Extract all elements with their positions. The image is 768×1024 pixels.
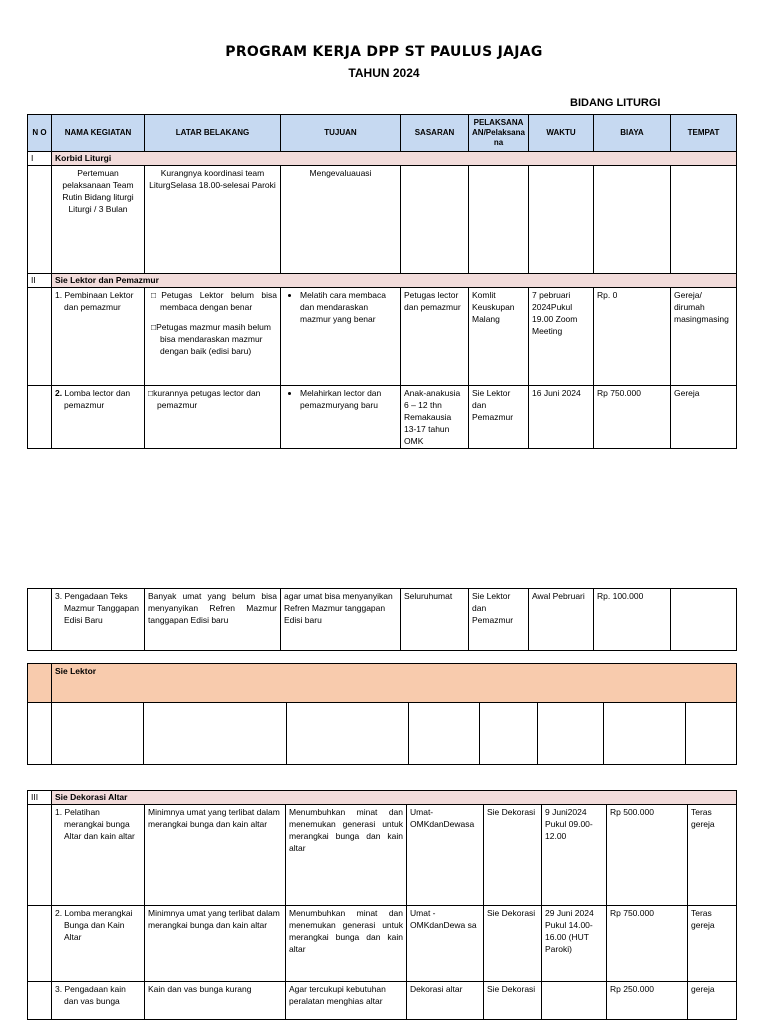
table-row: [28, 589, 737, 651]
section-row-dekorasi: [28, 791, 737, 805]
cell-tempat: Teras gereja: [688, 906, 737, 982]
program-table-continued: [27, 588, 737, 651]
cell-biaya: Rp 750.000: [594, 386, 671, 449]
cell-tempat: Gereja/ dirumah masingmasing: [671, 288, 737, 386]
program-table-sie-lektor: [27, 663, 737, 765]
section-number: III: [28, 791, 52, 805]
cell-latar-belakang: Kurangnya koordinasi team LiturgSelasa 18.00-selesai Paroki: [145, 166, 281, 274]
cell-pelaksana: Komlit Keuskupan Malang: [469, 288, 529, 386]
program-table-main: [27, 114, 737, 449]
latar-point-2: □Petugas mazmur masih belum bisa mendaraskan mazmur dengan baik (edisi baru): [151, 322, 271, 356]
cell-latar-belakang: [145, 288, 281, 386]
latar-point-1: □Petugas Lektor belum bisa membaca dengan benar: [151, 290, 277, 312]
table-row: [28, 288, 737, 386]
section-row-sie-lektor: [28, 664, 737, 703]
cell-sasaran: Umat-OMKdanDewasa: [407, 805, 484, 906]
cell-nama-kegiatan: 1. Pelatihan merangkai bunga Altar dan kain altar: [52, 805, 145, 906]
cell-biaya: Rp 250.000: [607, 982, 688, 1020]
cell-nama-kegiatan: 2. Lomba merangkai Bunga dan Kain Altar: [52, 906, 145, 982]
cell-nama-kegiatan: 3. Pengadaan kain dan vas bunga: [52, 982, 145, 1020]
cell-pelaksana: Sie Dekorasi: [484, 982, 542, 1020]
section-title: Sie Lektor dan Pemazmur: [52, 274, 737, 288]
cell-tempat: gereja: [688, 982, 737, 1020]
table-row: [28, 805, 737, 906]
cell-tujuan: Agar tercukupi kebutuhan peralatan menghias altar: [286, 982, 407, 1020]
program-table-dekorasi: [27, 790, 737, 1020]
cell-waktu: 29 Juni 2024 Pukul 14.00-16.00 (HUT Paroki): [542, 906, 607, 982]
col-header-pelaksana: PELAKSANA AN/Pelaksana na: [469, 115, 529, 152]
section-row-lektor-pemazmur: [28, 274, 737, 288]
section-title: Sie Lektor: [52, 664, 737, 703]
cell-sasaran: Anak-anakusia 6 – 12 thn Remakausia 13-17 tahun OMK: [401, 386, 469, 449]
col-header-latar-belakang: LATAR BELAKANG: [145, 115, 281, 152]
section-number: II: [28, 274, 52, 288]
col-header-tempat: TEMPAT: [671, 115, 737, 152]
cell-waktu: 16 Juni 2024: [529, 386, 594, 449]
section-title: Sie Dekorasi Altar: [52, 791, 737, 805]
bidang-label: BIDANG LITURGI: [570, 97, 661, 109]
cell-tujuan: agar umat bisa menyanyikan Refren Mazmur tanggapan Edisi baru: [281, 589, 401, 651]
cell-latar-belakang: Kain dan vas bunga kurang: [145, 982, 286, 1020]
col-header-waktu: WAKTU: [529, 115, 594, 152]
cell-nama-kegiatan: Pertemuan pelaksanaan Team Rutin Bidang liturgi Liturgi / 3 Bulan: [52, 166, 145, 274]
cell-tujuan: Mengevaluauasi: [281, 166, 401, 274]
cell-biaya: Rp 500.000: [607, 805, 688, 906]
section-title: Korbid Liturgi: [52, 152, 737, 166]
col-header-sasaran: SASARAN: [401, 115, 469, 152]
table-row: [28, 906, 737, 982]
cell-biaya: Rp. 0: [594, 288, 671, 386]
table-row: [28, 386, 737, 449]
table-row: [28, 166, 737, 274]
cell-tempat: Gereja: [671, 386, 737, 449]
cell-pelaksana: Sie Lektor dan Pemazmur: [469, 589, 529, 651]
page-title: PROGRAM KERJA DPP ST PAULUS JAJAG: [225, 44, 543, 60]
table-row: [28, 703, 737, 765]
cell-pelaksana: Sie Dekorasi: [484, 805, 542, 906]
cell-sasaran: Petugas lector dan pemazmur: [401, 288, 469, 386]
cell-biaya: Rp. 100.000: [594, 589, 671, 651]
cell-nama-kegiatan: 2. Lomba lector dan pemazmur: [52, 386, 145, 449]
section-number: I: [28, 152, 52, 166]
cell-tujuan: • Melatih cara membaca dan mendaraskan mazmur yang benar: [281, 288, 401, 386]
cell-nama-kegiatan: 1. Pembinaan Lektor dan pemazmur: [52, 288, 145, 386]
cell-latar-belakang: □kurannya petugas lector dan pemazmur: [145, 386, 281, 449]
cell-tujuan: Menumbuhkan minat dan menemukan generasi untuk merangkai bunga dan kain altar: [286, 805, 407, 906]
cell-nama-kegiatan: 3. Pengadaan Teks Mazmur Tanggapan Edisi Baru: [52, 589, 145, 651]
section-row-korbid: [28, 152, 737, 166]
cell-latar-belakang: Minimnya umat yang terlibat dalam merangkai bunga dan kain altar: [145, 906, 286, 982]
cell-biaya: Rp 750.000: [607, 906, 688, 982]
col-header-no: N O: [28, 115, 52, 152]
cell-pelaksana: Sie Dekorasi: [484, 906, 542, 982]
cell-latar-belakang: Minimnya umat yang terlibat dalam merangkai bunga dan kain altar: [145, 805, 286, 906]
col-header-nama-kegiatan: NAMA KEGIATAN: [52, 115, 145, 152]
cell-waktu: Awal Pebruari: [529, 589, 594, 651]
cell-tempat: Teras gereja: [688, 805, 737, 906]
cell-latar-belakang: Banyak umat yang belum bisa menyanyikan Refren Mazmur tanggapan Edisi baru: [145, 589, 281, 651]
col-header-biaya: BIAYA: [594, 115, 671, 152]
cell-sasaran: Seluruhumat: [401, 589, 469, 651]
page-subtitle-year: TAHUN 2024: [348, 66, 420, 80]
cell-waktu: 7 pebruari 2024Pukul 19.00 Zoom Meeting: [529, 288, 594, 386]
cell-pelaksana: Sie Lektor dan Pemazmur: [469, 386, 529, 449]
cell-waktu: 9 Juni2024 Pukul 09.00-12.00: [542, 805, 607, 906]
col-header-tujuan: TUJUAN: [281, 115, 401, 152]
table-row: [28, 982, 737, 1020]
cell-sasaran: Dekorasi altar: [407, 982, 484, 1020]
cell-sasaran: Umat - OMKdanDewa sa: [407, 906, 484, 982]
table-header-row: [28, 115, 737, 152]
cell-tujuan: Menumbuhkan minat dan menemukan generasi untuk merangkai bunga dan kain altar: [286, 906, 407, 982]
cell-tujuan: • Melahirkan lector dan pemazmuryang baru: [281, 386, 401, 449]
